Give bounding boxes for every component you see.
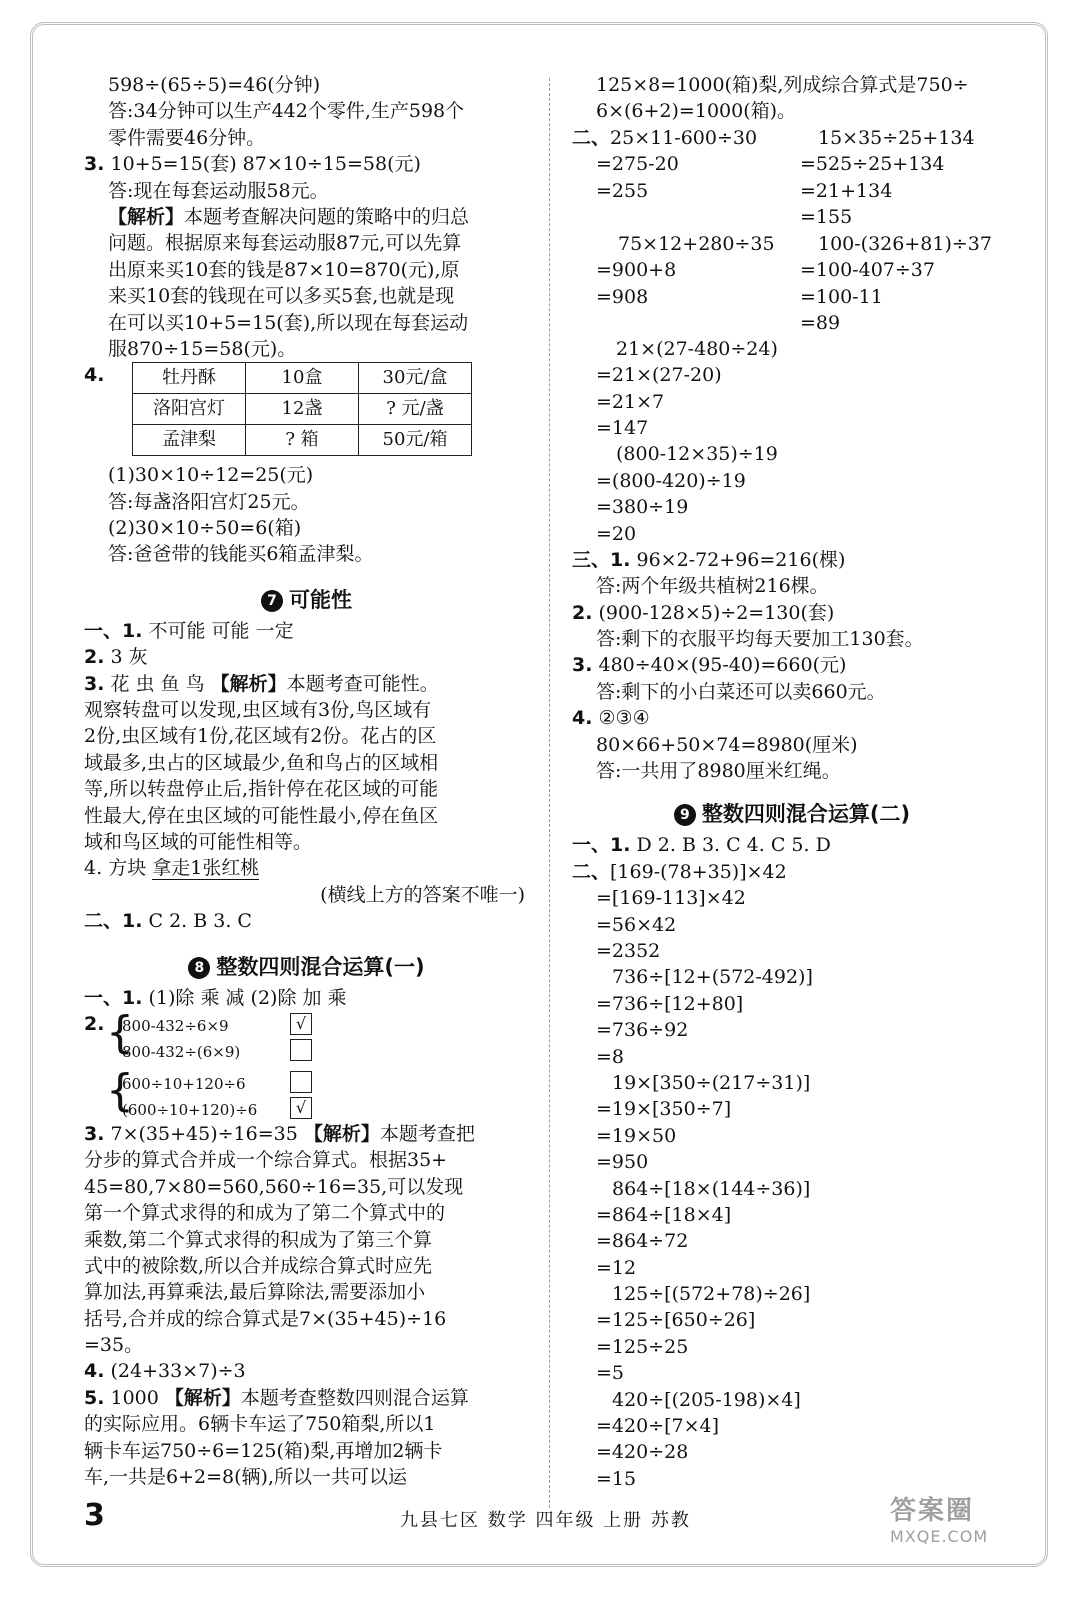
calc-line: =380÷19 [596, 496, 689, 519]
calc-line: =21+134 [800, 179, 893, 202]
text-line: 本题考查可能性。 [286, 672, 439, 695]
answer-line: 答:现在每套运动服58元。 [108, 179, 329, 202]
question-number: 4. [572, 707, 593, 730]
section-title: 整数四则混合运算(一) [216, 954, 425, 979]
question-number: 2. [572, 601, 593, 624]
text-line: 45=80,7×80=560,560÷16=35,可以发现 [84, 1175, 464, 1198]
analysis-tag: 【解析】 [164, 1386, 241, 1409]
calc-line: =15 [596, 1467, 637, 1490]
text-line: 花 虫 鱼 鸟 [110, 672, 211, 695]
calc-line: =21×(27-20) [596, 364, 722, 387]
text-line: 方块 [108, 857, 153, 880]
calc-line: =8 [596, 1045, 625, 1068]
text-line: 2份,虫区域有1份,花区域有2份。花占的区 [84, 725, 437, 748]
question-number: 2. [84, 646, 105, 669]
brace-icon: { [106, 1006, 134, 1058]
text-line: 域和鸟区域的可能性相等。 [84, 830, 313, 853]
calc-line: =56×42 [596, 913, 677, 936]
calc-line: =89 [800, 311, 841, 334]
calc-block-1 [572, 125, 1012, 336]
calc-line: =2352 [596, 939, 661, 962]
question-number: 3. [84, 153, 105, 176]
table-cell: ? 箱 [246, 425, 359, 456]
calc-line: =950 [596, 1151, 649, 1174]
table-row [133, 425, 472, 456]
calc-line: 15×35÷25+134 [818, 126, 975, 149]
question-number: 二、 [572, 126, 611, 149]
calc-line: 125÷[(572+78)÷26] [612, 1283, 811, 1306]
column-divider [549, 78, 550, 1508]
question-number: 4. [84, 364, 105, 387]
question-number: 一、1. [84, 619, 143, 642]
calc-line: =21×7 [596, 390, 665, 413]
table-row [133, 394, 472, 425]
text-line: (1)除 乘 减 (2)除 加 乘 [148, 986, 347, 1009]
answer-line: 答:两个年级共植树216棵。 [596, 575, 829, 598]
question-number: 二、1. [84, 910, 143, 933]
comparison-group-1 [84, 1006, 529, 1063]
text-line: 车,一共是6+2=8(辆),所以一共可以运 [84, 1466, 408, 1489]
calc-line: =420÷[7×4] [596, 1415, 720, 1438]
calc-line: =(800-420)÷19 [596, 469, 746, 492]
answer-line: 答:爸爸带的钱能买6箱孟津梨。 [108, 543, 374, 566]
text-line: 3 灰 [110, 646, 148, 669]
text-line: 480÷40×(95-40)=660(元) [598, 654, 847, 677]
text-line: D 2. B 3. C 4. C 5. D [636, 834, 831, 857]
text-line: 括号,合并成的综合算式是7×(35+45)÷16 [84, 1307, 447, 1330]
footer-text: 九县七区 数学 四年级 上册 苏教 [400, 1510, 691, 1531]
question-number: 二、 [572, 860, 611, 883]
text-line: 分步的算式合并成一个综合算式。根据35+ [84, 1149, 448, 1172]
table-cell: 孟津梨 [133, 425, 246, 456]
section-title: 整数四则混合运算(二) [701, 802, 911, 827]
left-column [84, 72, 529, 1490]
calc-line: =155 [800, 205, 853, 228]
table-cell: 12盏 [246, 394, 359, 425]
analysis-tag: 【解析】 [210, 672, 287, 695]
text-line: 80×66+50×74=8980(厘米) [596, 733, 858, 756]
calc-line: [169-(78+35)]×42 [610, 860, 787, 883]
text-line: 答:34分钟可以生产442个零件,生产598个 [108, 100, 465, 123]
text-line: 在可以买10+5=15(套),所以现在每套运动 [108, 311, 469, 334]
calc-line: 25×11-600÷30 [610, 126, 758, 149]
calc-line: (800-12×35)÷19 [616, 443, 778, 466]
text-line: (1)30×10÷12=25(元) [108, 464, 314, 487]
expression: 600÷10+120÷6 [122, 1074, 246, 1093]
text-line: 零件需要46分钟。 [108, 126, 266, 149]
section-heading-7 [84, 582, 529, 618]
text-line: 1000 [110, 1386, 165, 1409]
text-line: 域最多,虫占的区域最少,鱼和鸟占的区域相 [84, 751, 439, 774]
calc-line: 21×(27-480÷24) [616, 337, 778, 360]
price-table [132, 362, 472, 456]
text-line: =35。 [84, 1334, 144, 1357]
text-line: 式中的被除数,所以合并成综合算式时应先 [84, 1254, 433, 1277]
text-line: 第一个算式求得的和成为了第二个算式中的 [84, 1202, 446, 1225]
question-number: 三、1. [572, 548, 631, 571]
calc-line: =19×[350÷7] [596, 1098, 732, 1121]
table-row [133, 363, 472, 394]
question-number: 3. [572, 654, 593, 677]
text-line: (2)30×10÷50=6(箱) [108, 517, 302, 540]
watermark-url: MXQE.COM [890, 1527, 989, 1546]
calc-line: =100-11 [800, 285, 883, 308]
text-line: (24+33×7)÷3 [110, 1360, 246, 1383]
calc-line: =900+8 [596, 259, 677, 282]
answer-line: 答:剩下的衣服平均每天要加工130套。 [596, 628, 924, 651]
calc-line: =125÷25 [596, 1335, 689, 1358]
text-line: 等,所以转盘停止后,指针停在花区域的可能 [84, 778, 439, 801]
table-cell: 洛阳宫灯 [133, 394, 246, 425]
question-number: 2. [84, 1012, 105, 1035]
text-line: 不可能 可能 一定 [148, 619, 294, 642]
calc-line: =525÷25+134 [800, 153, 945, 176]
check-box [290, 1071, 312, 1093]
section-heading-8 [84, 949, 529, 985]
check-box: √ [290, 1097, 312, 1119]
calc-line: =736÷92 [596, 1019, 689, 1042]
analysis-tag: 【解析】 [303, 1122, 380, 1145]
expression: 800-432÷6×9 [122, 1016, 229, 1035]
calc-line: =20 [596, 522, 637, 545]
right-column [572, 72, 1012, 1492]
calc-line: =12 [596, 1256, 637, 1279]
question-number: 3. [84, 1122, 105, 1145]
text-line: 乘数,第二个算式求得的积成为了第三个算 [84, 1228, 433, 1251]
table-cell: 牡丹酥 [133, 363, 246, 394]
question-number: 一、1. [84, 986, 143, 1009]
text-line: 本题考查整数四则混合运算 [240, 1386, 469, 1409]
text-line: 观察转盘可以发现,虫区域有3份,鸟区域有 [84, 699, 432, 722]
text-line: 125×8=1000(箱)梨,列成综合算式是750÷ [596, 74, 969, 96]
calc-line: =5 [596, 1362, 625, 1385]
table-cell: 50元/箱 [359, 425, 472, 456]
text-line: 本题考查解决问题的策略中的归总 [184, 205, 470, 228]
text-line: 出原来买10套的钱是87×10=870(元),原 [108, 258, 460, 281]
text-line: 6×(6+2)=1000(箱)。 [596, 100, 797, 123]
calc-line: 864÷[18×(144÷36)] [612, 1177, 811, 1200]
section-number-badge: 9 [674, 804, 696, 826]
question-number: 4. [84, 1360, 105, 1383]
table-cell: ? 元/盏 [359, 394, 472, 425]
answer-line: 答:剩下的小白菜还可以卖660元。 [596, 680, 886, 703]
calc-line: =736÷[12+80] [596, 992, 744, 1015]
analysis-tag: 【解析】 [108, 205, 185, 228]
text-line: 算加法,再算乘法,最后算除法,需要添加小 [84, 1281, 426, 1304]
calc-line: =908 [596, 285, 649, 308]
q4-table-block [84, 362, 529, 462]
calc-line: 19×[350÷(217÷31)] [612, 1071, 811, 1094]
calc-line: =100-407÷37 [800, 259, 935, 282]
check-box: √ [290, 1013, 312, 1035]
table-cell: 30元/盒 [359, 363, 472, 394]
expression: 800-432÷(6×9) [122, 1042, 241, 1061]
text-line: 服870÷15=58(元)。 [108, 337, 297, 360]
calc-line: 100-(326+81)÷37 [818, 232, 992, 255]
calc-line: =420÷28 [596, 1441, 689, 1464]
text-line: 598÷(65÷5)=46(分钟) [108, 74, 321, 96]
section-number-badge: 7 [261, 590, 283, 612]
text-line: 问题。根据原来每套运动服87元,可以先算 [108, 232, 462, 255]
section-title: 可能性 [289, 587, 352, 612]
answer-line: 答:每盏洛阳宫灯25元。 [108, 490, 310, 513]
calc-line: =275-20 [596, 153, 679, 176]
calc-line: =[169-113]×42 [596, 887, 746, 910]
note-text: (横线上方的答案不唯一) [320, 883, 525, 906]
text-line: 本题考查把 [379, 1122, 475, 1145]
comparison-group-2 [84, 1064, 529, 1121]
question-number: 3. [84, 672, 105, 695]
section-heading-9 [572, 796, 1012, 832]
question-number: 5. [84, 1386, 105, 1409]
question-number: 4. [84, 857, 103, 880]
text-line: 性最大,停在虫区域的可能性最小,停在鱼区 [84, 804, 439, 827]
text-line: (900-128×5)÷2=130(套) [598, 601, 835, 624]
text-line: C 2. B 3. C [148, 910, 252, 933]
text-line: 10+5=15(套) 87×10÷15=58(元) [110, 153, 421, 176]
calc-line: =255 [596, 179, 649, 202]
calc-line: =864÷[18×4] [596, 1203, 732, 1226]
calc-line: 736÷[12+(572-492)] [612, 966, 813, 989]
calc-line: 75×12+280÷35 [618, 232, 775, 255]
check-box [290, 1039, 312, 1061]
calc-line: =125÷[650÷26] [596, 1309, 756, 1332]
text-line: 来买10套的钱现在可以多买5套,也就是现 [108, 285, 455, 308]
table-cell: 10盒 [246, 363, 359, 394]
question-number: 一、1. [572, 834, 631, 857]
text-line: ②③④ [598, 707, 650, 730]
text-line: 96×2-72+96=216(棵) [636, 548, 846, 571]
calc-line: =864÷72 [596, 1230, 689, 1253]
watermark-logo [890, 1490, 1040, 1560]
calc-line: 420÷[(205-198)×4] [612, 1388, 801, 1411]
text-line: 的实际应用。6辆卡车运了750箱梨,所以1 [84, 1413, 436, 1436]
page-number: 3 [84, 1498, 105, 1533]
section-number-badge: 8 [188, 957, 210, 979]
calc-line: =19×50 [596, 1124, 677, 1147]
watermark-text: 答案圈 [890, 1496, 975, 1526]
text-line: 7×(35+45)÷16=35 [110, 1122, 304, 1145]
brace-icon: { [106, 1064, 134, 1116]
underlined-answer: 拿走1张红桃 [152, 857, 260, 880]
expression: (600÷10+120)÷6 [122, 1100, 258, 1119]
calc-line: =147 [596, 416, 649, 439]
text-line: 辆卡车运750÷6=125(箱)梨,再增加2辆卡 [84, 1439, 443, 1462]
answer-line: 答:一共用了8980厘米红绳。 [596, 760, 841, 783]
